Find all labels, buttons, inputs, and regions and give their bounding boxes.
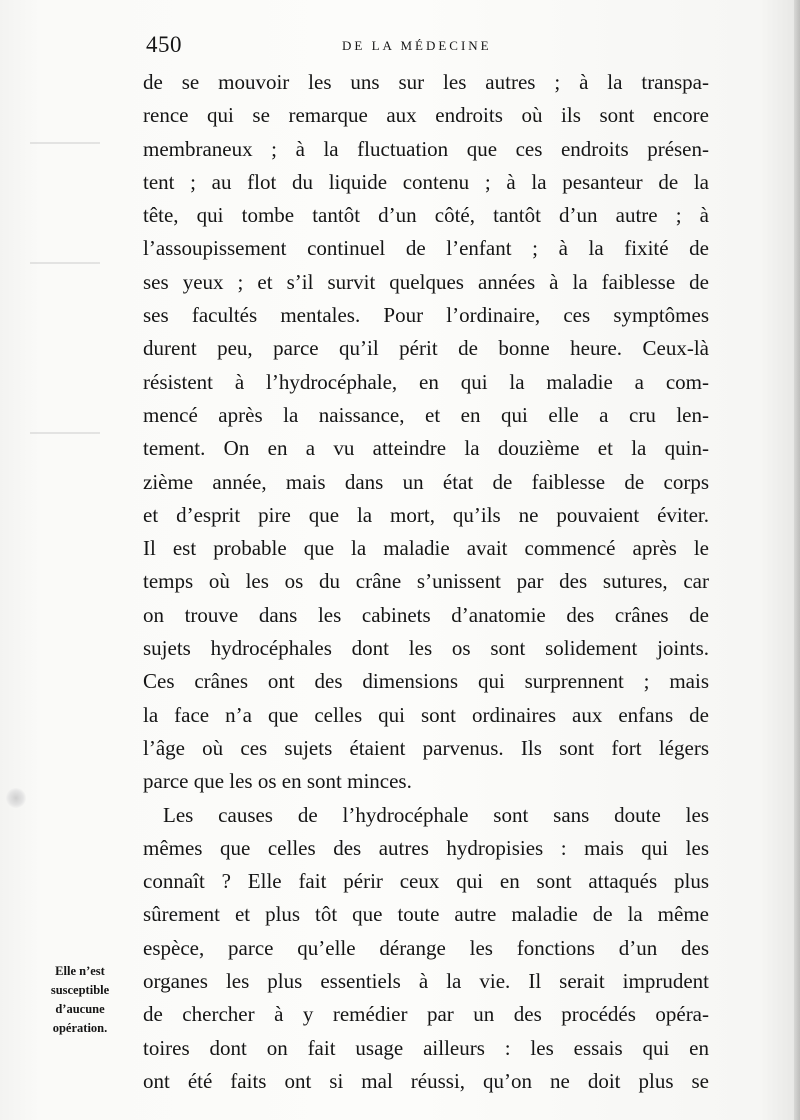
margin-note-line: susceptible — [50, 983, 110, 997]
text-line: Les causes de l’hydrocéphale sont sans doute les — [163, 802, 709, 827]
text-line: de chercher à y remédier par un des procédés opéra- — [143, 1002, 709, 1027]
bleed-through-mark — [30, 262, 100, 264]
text-line: Il est probable que la maladie avait commencé après le — [143, 536, 709, 561]
text-line: ses facultés mentales. Pour l’ordinaire, ces symptômes — [143, 303, 709, 328]
text-line: l’assoupissement continuel de l’enfant ; à la fixité de — [143, 236, 709, 261]
paragraph-1 — [143, 66, 709, 799]
text-line: tête, qui tombe tantôt d’un côté, tantôt d’un autre ; à — [143, 203, 709, 228]
running-title: DE LA MÉDECINE — [342, 38, 492, 53]
text-line: sûrement et plus tôt que toute autre maladie de la même — [143, 902, 709, 927]
text-line: ses yeux ; et s’il survit quelques années à la faiblesse de — [143, 269, 709, 294]
text-line: mencé après la naissance, et en qui elle a cru len- — [143, 402, 709, 427]
text-line: l’âge où ces sujets étaient parvenus. Ils sont fort légers — [143, 735, 709, 760]
text-line: membraneux ; à la fluctuation que ces endroits présen- — [143, 136, 709, 161]
running-header — [146, 32, 706, 62]
text-line: on trouve dans les cabinets d’anatomie des crânes de — [143, 602, 709, 627]
text-line: connaît ? Elle fait périr ceux qui en sont attaqués plus — [143, 869, 709, 894]
margin-note — [28, 962, 132, 1038]
bleed-through-mark — [30, 142, 100, 144]
text-line: la face n’a que celles qui sont ordinaires aux enfans de — [143, 702, 709, 727]
text-line: tement. On en a vu atteindre la douzième et la quin- — [143, 436, 709, 461]
text-line: rence qui se remarque aux endroits où ils sont encore — [143, 103, 709, 128]
text-line: durent peu, parce qu’il périt de bonne heure. Ceux-là — [143, 336, 709, 361]
text-line: zième année, mais dans un état de faiblesse de corps — [143, 469, 709, 494]
text-line: de se mouvoir les uns sur les autres ; à la transpa- — [143, 70, 709, 94]
body-text — [143, 66, 709, 1098]
text-line: Ces crânes ont des dimensions qui surprennent ; mais — [143, 669, 709, 694]
text-line: et d’esprit pire que la mort, qu’ils ne pouvaient éviter. — [143, 502, 709, 527]
text-line: résistent à l’hydrocéphale, en qui la maladie a com- — [143, 369, 709, 394]
text-line: sujets hydrocéphales dont les os sont solidement joints. — [143, 636, 709, 661]
margin-note-line: Elle n’est — [55, 964, 105, 978]
text-line: toires dont on fait usage ailleurs : les essais qui en — [143, 1035, 709, 1060]
text-line: mêmes que celles des autres hydropisies : mais qui les — [143, 835, 709, 860]
text-line: tent ; au flot du liquide contenu ; à la pesanteur de la — [143, 169, 709, 194]
paragraph-2 — [143, 799, 709, 1099]
text-line: parce que les os en sont minces. — [143, 769, 412, 794]
text-line: organes les plus essentiels à la vie. Il serait imprudent — [143, 969, 709, 994]
margin-note-line: d’aucune — [55, 1002, 105, 1016]
bleed-through-mark — [30, 432, 100, 434]
paper-stain — [6, 788, 26, 808]
page-number: 450 — [146, 32, 182, 57]
page-edge-shadow — [794, 0, 800, 1120]
text-line: espèce, parce qu’elle dérange les fonctions d’un des — [143, 935, 709, 960]
text-line: temps où les os du crâne s’unissent par des sutures, car — [143, 569, 709, 594]
text-line: ont été faits ont si mal réussi, qu’on ne doit plus se — [143, 1068, 709, 1093]
margin-note-line: opération. — [52, 1021, 108, 1035]
